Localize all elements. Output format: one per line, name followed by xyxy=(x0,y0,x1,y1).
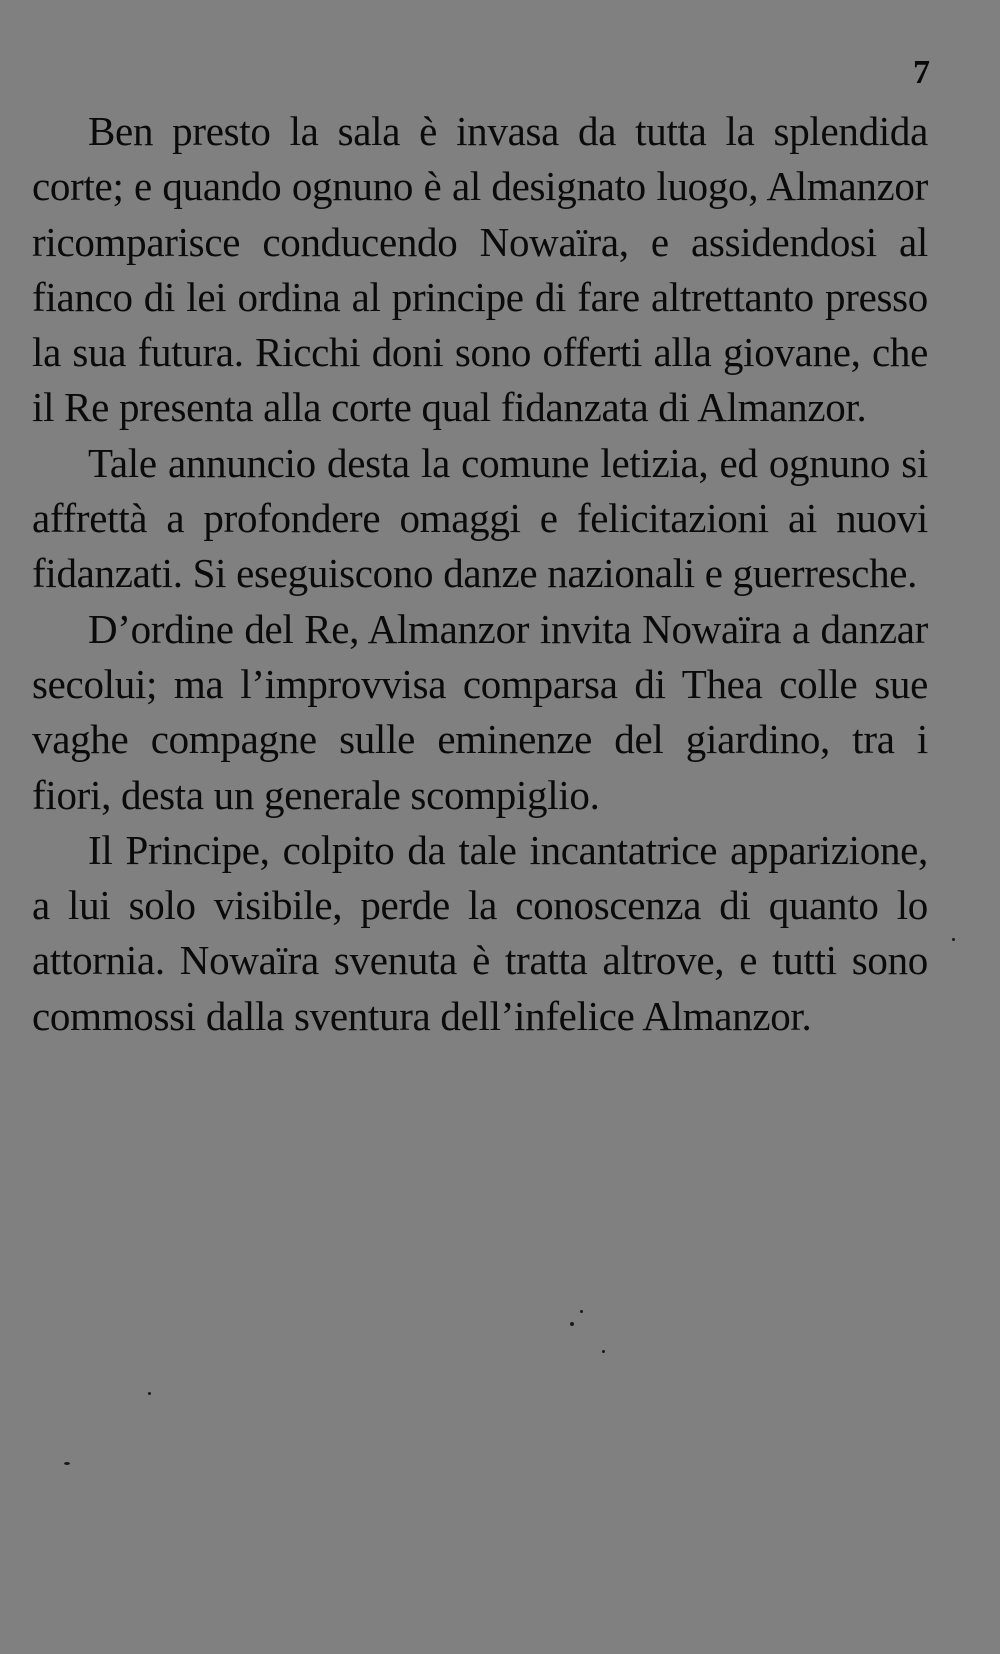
paragraph-4: Il Principe, colpito da tale incantatrice apparizione, a lui solo visibile, perde la conoscenza di quanto lo attornia. Nowaïra svenuta è tratta altrove, e tutti sono commossi dalla sventura dell’infelice Almanzor. xyxy=(32,826,928,1039)
scan-speck xyxy=(602,1350,605,1353)
scan-speck xyxy=(148,1392,151,1395)
body-text xyxy=(32,104,928,1044)
scan-speck xyxy=(580,1310,583,1313)
scan-speck xyxy=(952,938,955,941)
page-number: 7 xyxy=(913,54,930,91)
scan-speck xyxy=(570,1322,574,1326)
paragraph-3: D’ordine del Re, Almanzor invita Nowaïra a danzar secolui; ma l’improvvisa comparsa di Thea colle sue vaghe compagne sulle eminenze del giardino, tra i fiori, desta un generale scompiglio. xyxy=(32,605,928,818)
scan-speck xyxy=(64,1462,70,1465)
paragraph-1: Ben presto la sala è invasa da tutta la splendida corte; e quando ognuno è al designato luogo, Almanzor ricomparisce conducendo Nowaïra, e assidendosi al fianco di lei ordina al principe di fare altrettanto presso la sua futura. Ricchi doni sono offerti alla giovane, che il Re presenta alla corte qual fidanzata di Almanzor. xyxy=(32,108,928,431)
paragraph-2: Tale annuncio desta la comune letizia, ed ognuno si affrettà a profondere omaggi e felicitazioni ai nuovi fidanzati. Si eseguiscono danze nazionali e guerresche. xyxy=(32,439,928,597)
